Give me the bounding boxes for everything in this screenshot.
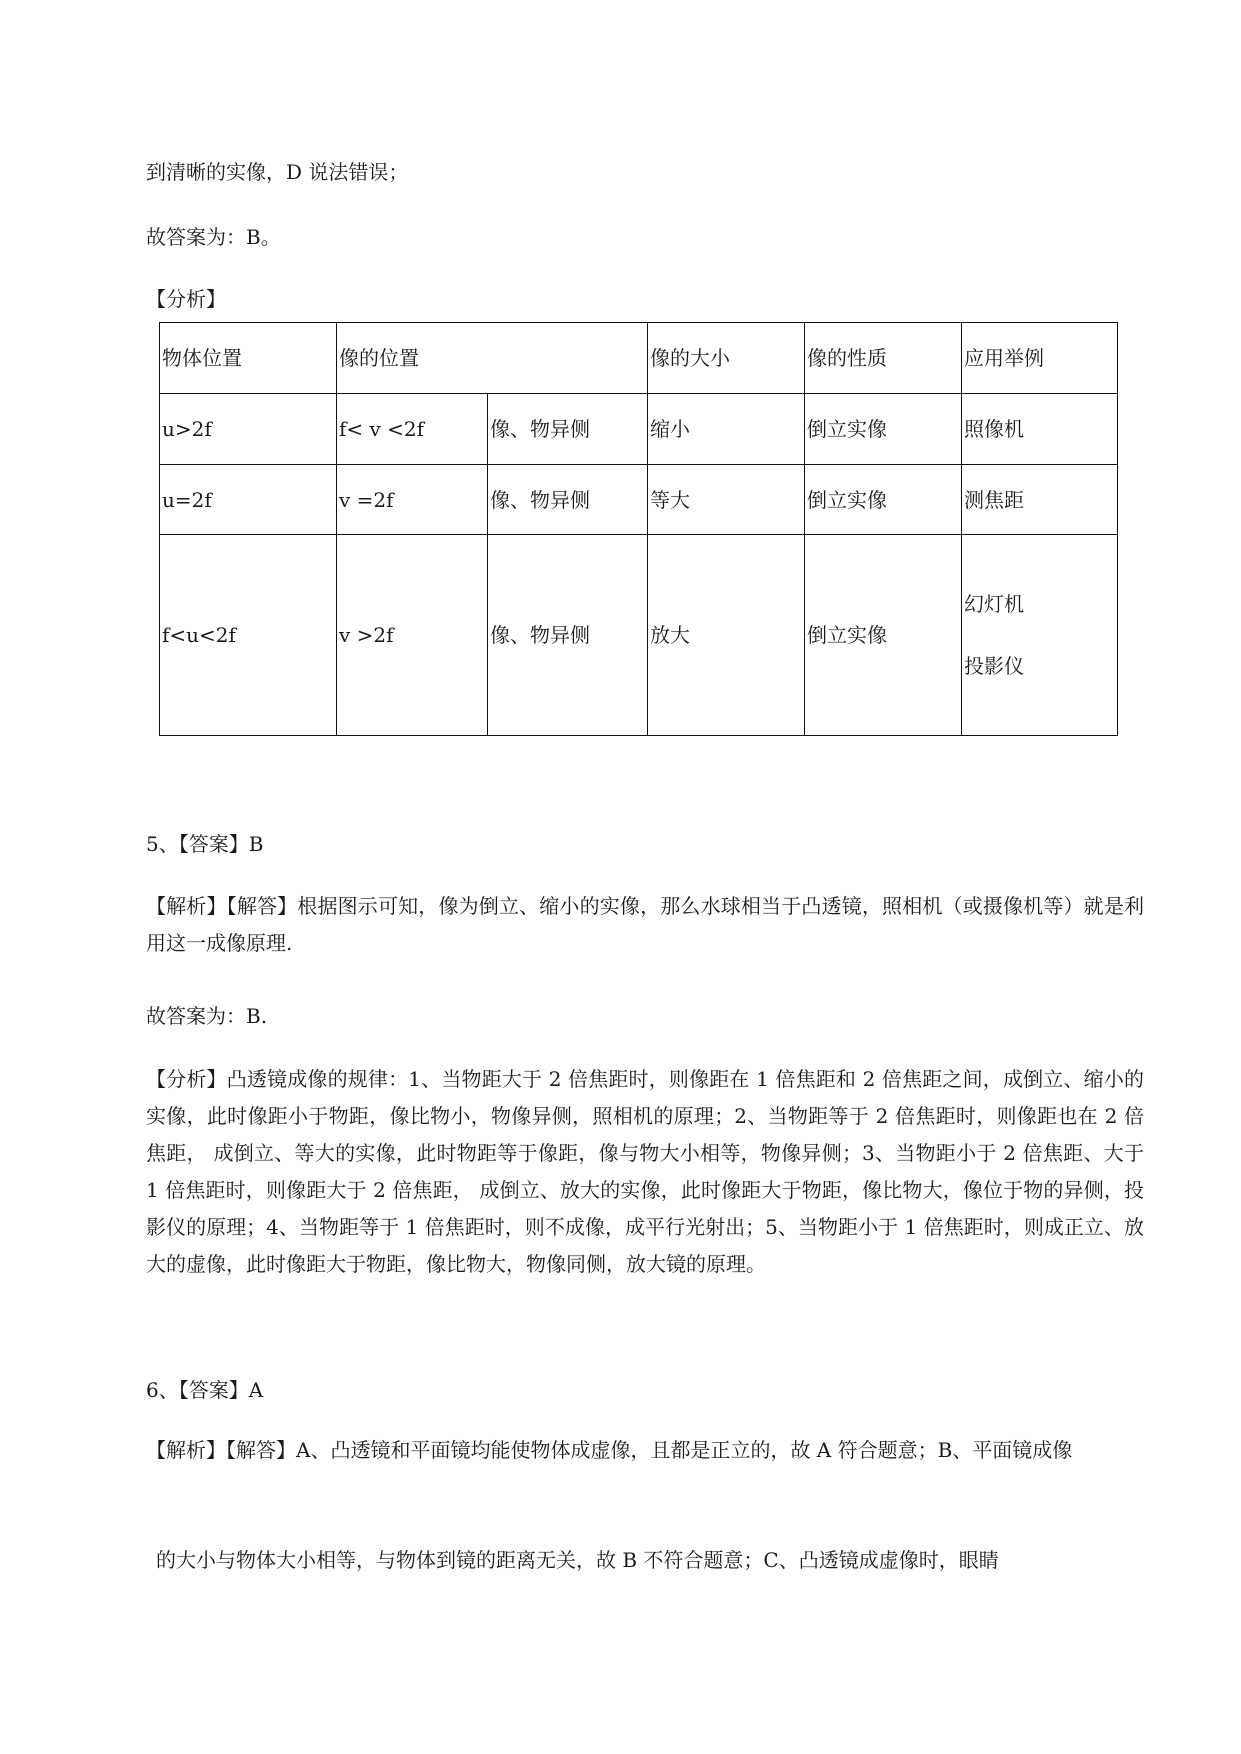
cell-application [962,535,1118,736]
cell-image-distance: v =2f [337,465,488,535]
cell-image-distance: v >2f [337,535,488,736]
cell-image-side: 像、物异侧 [488,394,648,465]
table-header-row [160,323,1118,394]
text-line: 到清晰的实像，D 说法错误； [146,160,409,184]
q5-explanation: 【解析】【解答】根据图示可知，像为倒立、缩小的实像，那么水球相当于凸透镜，照相机（或摄像机等）就是利用这一成像原理. [146,894,1144,955]
q5-answer: 5、【答案】B [146,832,264,856]
cell-image-size: 放大 [648,535,805,736]
cell-object-distance: u>2f [160,394,337,465]
cell-image-side: 像、物异侧 [488,465,648,535]
table-row [160,394,1118,465]
cell-application: 照像机 [962,394,1118,465]
cell-object-distance: f<u<2f [160,535,337,736]
application-item: 幻灯机 [964,592,1024,616]
table-row [160,465,1118,535]
cell-image-nature: 倒立实像 [805,394,962,465]
cell-image-size: 缩小 [648,394,805,465]
cell-image-nature: 倒立实像 [805,535,962,736]
q6-continuation: 的大小与物体大小相等，与物体到镜的距离无关，故 B 不符合题意；C、凸透镜成虚像时，眼睛 [156,1548,999,1572]
header-object-position: 物体位置 [160,323,337,394]
cell-application: 测焦距 [962,465,1118,535]
table-row [160,535,1118,736]
header-image-nature: 像的性质 [805,323,962,394]
header-application: 应用举例 [962,323,1118,394]
application-item: 投影仪 [964,654,1024,678]
cell-image-nature: 倒立实像 [805,465,962,535]
header-image-position: 像的位置 [337,323,648,394]
answer-line: 故答案为：B。 [146,225,281,249]
q6-explanation: 【解析】【解答】A、凸透镜和平面镜均能使物体成虚像，且都是正立的，故 A 符合题意；B、平面镜成像 [146,1438,1073,1462]
cell-image-distance: f< v <2f [337,394,488,465]
cell-image-size: 等大 [648,465,805,535]
q6-answer: 6、【答案】A [146,1378,264,1402]
analysis-label: 【分析】 [146,287,226,311]
q5-conclusion: 故答案为：B. [146,1004,268,1028]
cell-image-side: 像、物异侧 [488,535,648,736]
q5-analysis: 【分析】凸透镜成像的规律：1、当物距大于 2 倍焦距时，则像距在 1 倍焦距和 2 倍焦距之间，成倒立、缩小的实像，此时像距小于物距，像比物小，物像异侧，照相机的原理；2、当物距等于 2 倍焦距时，则像距也在 2 倍焦距， 成倒立、等大的实像，此时物距等于像距，像与物大小相等，物像异侧；3、当物距小于 2 倍焦距、大于 1 倍焦距时，则像距大于 2 倍焦距， 成倒立、放大的实像，此时像距大于物距，像比物大，像位于物的异侧，投影仪的原理；4、当物距等于 1 倍焦距时，则不成像，成平行光射出；5、当物距小于 1 倍焦距时，则成正立、放大的虚像，此时像距大于物距，像比物大，物像同侧，放大镜的原理。 [146,1067,1144,1276]
lens-imaging-table [159,322,1118,736]
header-image-size: 像的大小 [648,323,805,394]
cell-object-distance: u=2f [160,465,337,535]
